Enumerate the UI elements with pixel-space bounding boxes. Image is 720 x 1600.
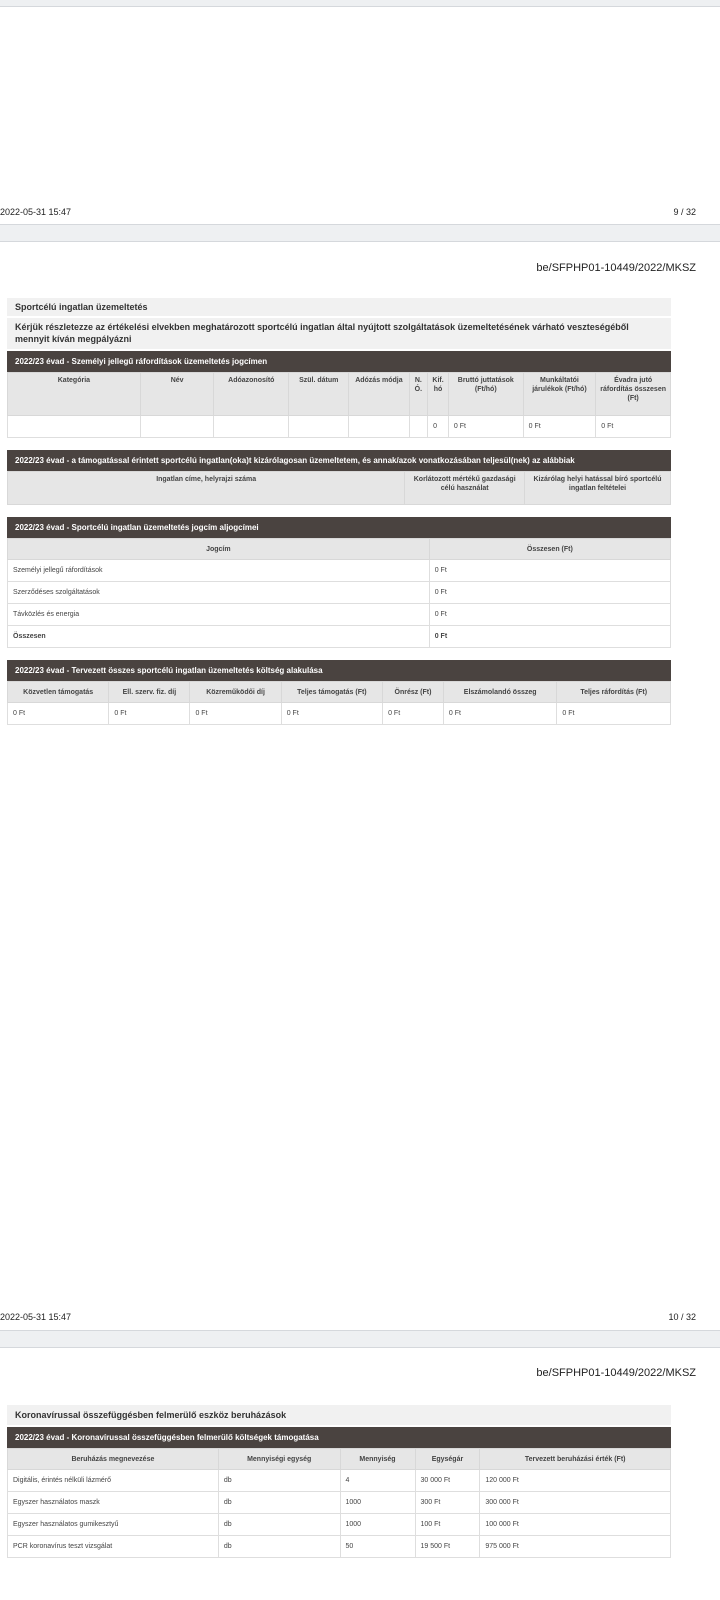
table-cell: 0 Ft <box>596 416 671 438</box>
table-title: 2022/23 évad - Személyi jellegű ráfordítások üzemeltetés jogcímen <box>7 351 671 372</box>
table-cell: 0 Ft <box>429 582 670 604</box>
table-cell: 0 Ft <box>448 416 523 438</box>
table-header-row <box>8 682 671 703</box>
personnel-costs-table <box>7 372 671 438</box>
column-header: Név <box>140 373 214 416</box>
table-cell: 0 Ft <box>8 703 109 725</box>
table-cell: 0 <box>428 416 449 438</box>
section-instruction: Kérjük részletezze az értékelési elvekben meghatározott sportcélú ingatlan által nyújtott szolgáltatások üzemeltetésének várható veszteségéből mennyit kíván megpályázni <box>7 318 671 349</box>
table-total-row <box>8 626 671 648</box>
table-row <box>8 582 671 604</box>
table-row <box>8 1470 671 1492</box>
section-title: Koronavírussal összefüggésben felmerülő eszköz beruházások <box>7 1405 671 1425</box>
table-cell: 0 Ft <box>281 703 382 725</box>
table-cell: Digitális, érintés nélküli lázmérő <box>8 1470 219 1492</box>
table-cell: db <box>218 1514 340 1536</box>
table-row <box>8 1514 671 1536</box>
column-header: Munkáltatói járulékok (Ft/hó) <box>523 373 596 416</box>
column-header: Teljes támogatás (Ft) <box>281 682 382 703</box>
table-cell: Szerződéses szolgáltatások <box>8 582 430 604</box>
table-cell: Összesen <box>8 626 430 648</box>
page-footer-datetime: 2022-05-31 15:47 <box>0 207 72 217</box>
table-cell: 19 500 Ft <box>415 1536 480 1558</box>
column-header: Évadra jutó ráfordítás összesen (Ft) <box>596 373 671 416</box>
section-title: Sportcélú ingatlan üzemeltetés <box>7 298 671 316</box>
table-cell: 0 Ft <box>429 626 670 648</box>
table-cell <box>289 416 349 438</box>
table-cell: db <box>218 1536 340 1558</box>
table-cell: 300 Ft <box>415 1492 480 1514</box>
page-number: 9 / 32 <box>673 207 696 217</box>
column-header: Elszámolandó összeg <box>443 682 557 703</box>
column-header: Közreműködői díj <box>190 682 281 703</box>
column-header: Adózás módja <box>349 373 409 416</box>
page-gap <box>0 224 720 242</box>
table-cell: 30 000 Ft <box>415 1470 480 1492</box>
table-cell <box>409 416 428 438</box>
page-footer-datetime: 2022-05-31 15:47 <box>0 1312 72 1322</box>
column-header: Tervezett beruházási érték (Ft) <box>480 1449 671 1470</box>
table-row <box>8 1536 671 1558</box>
page-gap <box>0 1330 720 1348</box>
table-title: 2022/23 évad - Koronavírussal összefüggésben felmerülő költségek támogatása <box>7 1427 671 1448</box>
table-cell: 975 000 Ft <box>480 1536 671 1558</box>
table-cell: 0 Ft <box>429 604 670 626</box>
table-cell: 0 Ft <box>109 703 190 725</box>
table-cell: 0 Ft <box>523 416 596 438</box>
column-header: Beruházás megnevezése <box>8 1449 219 1470</box>
column-header: N. Ó. <box>409 373 428 416</box>
table-cell: Személyi jellegű ráfordítások <box>8 560 430 582</box>
column-header: Kategória <box>8 373 141 416</box>
page-number: 10 / 32 <box>668 1312 696 1322</box>
table-cell: 0 Ft <box>443 703 557 725</box>
table-cell: 300 000 Ft <box>480 1492 671 1514</box>
table-header-row <box>8 472 671 505</box>
column-header: Kif. hó <box>428 373 449 416</box>
subtitles-table <box>7 538 671 648</box>
table-cell: 50 <box>340 1536 415 1558</box>
table-cell <box>140 416 214 438</box>
table-cell: Egyszer használatos maszk <box>8 1492 219 1514</box>
table-row <box>8 1492 671 1514</box>
document-reference: be/SFPHP01-10449/2022/MKSZ <box>536 262 696 274</box>
table-title: 2022/23 évad - a támogatással érintett sportcélú ingatlan(oka)t kizárólagosan üzemeltetem, és annak/azok vonatkozásában teljesül(nek) az alábbiak <box>7 450 671 471</box>
table-row <box>8 604 671 626</box>
column-header: Ell. szerv. fiz. díj <box>109 682 190 703</box>
table-cell: PCR koronavírus teszt vizsgálat <box>8 1536 219 1558</box>
planned-costs-table <box>7 681 671 725</box>
table-header-row <box>8 1449 671 1470</box>
ingatlan-section <box>7 298 671 725</box>
table-cell: Távközlés és energia <box>8 604 430 626</box>
table-cell: 0 Ft <box>190 703 281 725</box>
column-header: Mennyiségi egység <box>218 1449 340 1470</box>
column-header: Kizárólag helyi hatással bíró sportcélú ingatlan feltételei <box>525 472 671 505</box>
table-title: 2022/23 évad - Sportcélú ingatlan üzemeltetés jogcím aljogcímei <box>7 517 671 538</box>
table-cell: 0 Ft <box>557 703 671 725</box>
table-row <box>8 560 671 582</box>
table-cell: 1000 <box>340 1492 415 1514</box>
table-cell: db <box>218 1492 340 1514</box>
table-row <box>8 416 671 438</box>
column-header: Önrész (Ft) <box>383 682 444 703</box>
table-cell <box>214 416 289 438</box>
table-cell <box>8 416 141 438</box>
table-cell: 100 000 Ft <box>480 1514 671 1536</box>
table-cell: 100 Ft <box>415 1514 480 1536</box>
exclusive-operation-table <box>7 471 671 505</box>
table-cell: 0 Ft <box>429 560 670 582</box>
table-row <box>8 703 671 725</box>
page-gap-top <box>0 0 720 7</box>
column-header: Szül. dátum <box>289 373 349 416</box>
column-header: Korlátozott mértékű gazdasági célú használat <box>405 472 525 505</box>
table-cell: 0 Ft <box>383 703 444 725</box>
table-cell: 120 000 Ft <box>480 1470 671 1492</box>
document-reference: be/SFPHP01-10449/2022/MKSZ <box>536 1367 696 1379</box>
covid-investments-table <box>7 1448 671 1558</box>
column-header: Összesen (Ft) <box>429 539 670 560</box>
covid-section <box>7 1405 671 1558</box>
table-cell: 1000 <box>340 1514 415 1536</box>
column-header: Ingatlan címe, helyrajzi száma <box>8 472 405 505</box>
column-header: Egységár <box>415 1449 480 1470</box>
column-header: Teljes ráfordítás (Ft) <box>557 682 671 703</box>
table-title: 2022/23 évad - Tervezett összes sportcélú ingatlan üzemeltetés költség alakulása <box>7 660 671 681</box>
table-header-row <box>8 539 671 560</box>
column-header: Jogcím <box>8 539 430 560</box>
table-header-row <box>8 373 671 416</box>
table-cell: db <box>218 1470 340 1492</box>
table-cell: Egyszer használatos gumikesztyű <box>8 1514 219 1536</box>
table-cell: 4 <box>340 1470 415 1492</box>
table-cell <box>349 416 409 438</box>
column-header: Adóazonosító <box>214 373 289 416</box>
column-header: Bruttó juttatások (Ft/hó) <box>448 373 523 416</box>
column-header: Mennyiség <box>340 1449 415 1470</box>
column-header: Közvetlen támogatás <box>8 682 109 703</box>
